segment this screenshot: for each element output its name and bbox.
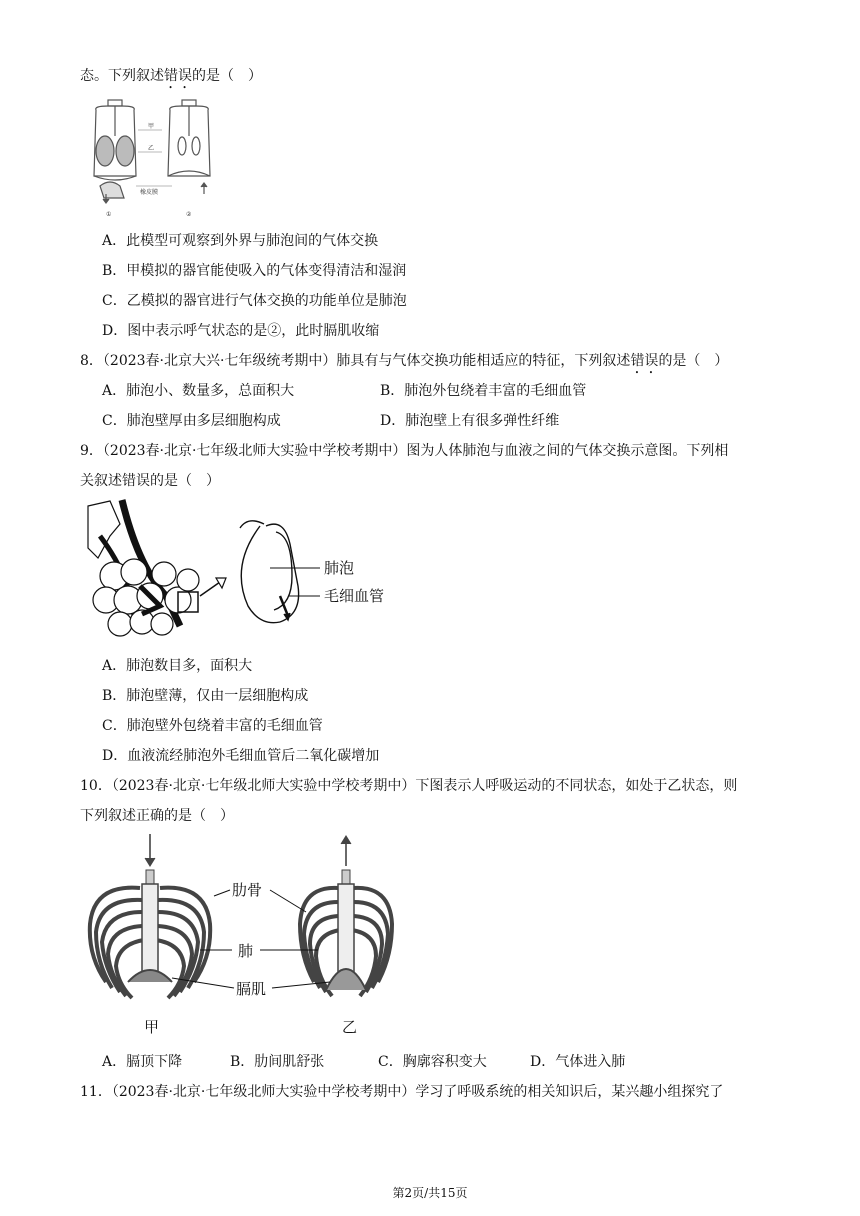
label-jia: 甲 <box>148 123 155 130</box>
alveoli-cluster <box>88 500 226 636</box>
q7-option-a: A．此模型可观察到外界与肺泡间的气体交换 <box>102 233 379 249</box>
q9-option-b: B．肺泡壁薄，仅由一层细胞构成 <box>102 688 309 704</box>
q10-option-d: D．气体进入肺 <box>530 1054 626 1070</box>
label-alveolus: 肺泡 <box>324 559 355 577</box>
q8-option-c: C．肺泡壁厚由多层细胞构成 <box>102 413 281 429</box>
q9-stem-line1: 9．（2023春·北京·七年级北师大实验中学校考期中）图为人体肺泡与血液之间的气体交换示意图。下列相 <box>80 443 729 459</box>
label-lung: 肺 <box>238 942 254 960</box>
q10-option-c: C．胸廓容积变大 <box>378 1054 487 1070</box>
q8-stem: 8．（2023春·北京大兴·七年级统考期中）肺具有与气体交换功能相适应的特征，下列叙述错误的是（ ） <box>80 353 729 369</box>
label-circle-1: ① <box>106 211 112 218</box>
jar-2 <box>168 100 210 194</box>
label-yi: 乙 <box>148 145 155 152</box>
page-footer: 第2页/共15页 <box>392 1186 468 1200</box>
q8-option-b: B．肺泡外包绕着丰富的毛细血管 <box>380 383 587 399</box>
q8-option-a: A．肺泡小、数量多，总面积大 <box>102 383 295 399</box>
alveolus-enlarged <box>240 521 299 623</box>
label-diaphragm: 膈肌 <box>236 980 267 998</box>
label-jia: 甲 <box>144 1018 160 1036</box>
q10-option-b: B．肋间肌舒张 <box>230 1054 325 1070</box>
q7-option-d: D．图中表示呼气状态的是②，此时膈肌收缩 <box>102 323 380 339</box>
label-membrane: 橡皮膜 <box>140 189 159 196</box>
q7-stem: 态。下列叙述错误的是（ ） <box>80 68 262 84</box>
label-yi: 乙 <box>342 1018 358 1036</box>
q7-option-b: B．甲模拟的器官能使吸入的气体变得清洁和湿润 <box>102 263 407 279</box>
label-rib: 肋骨 <box>232 881 263 899</box>
label-capillary: 毛细血管 <box>324 587 385 605</box>
q10-ribcage-figure <box>80 832 410 1044</box>
q7-option-c: C．乙模拟的器官进行气体交换的功能单位是肺泡 <box>102 293 407 309</box>
ribcage-jia <box>90 834 210 998</box>
q10-stem-line2: 下列叙述正确的是（ ） <box>80 808 234 824</box>
q8-option-d: D．肺泡壁上有很多弹性纤维 <box>380 413 560 429</box>
q11-stem-line1: 11．（2023春·北京·七年级北师大实验中学校考期中）学习了呼吸系统的相关知识后，某兴趣小组探究了 <box>80 1084 724 1100</box>
q10-option-a: A．膈顶下降 <box>102 1054 183 1070</box>
jar-1 <box>94 100 136 203</box>
q9-stem-line2: 关叙述错误的是（ ） <box>80 473 220 489</box>
q9-option-d: D．血液流经肺泡外毛细血管后二氧化碳增加 <box>102 748 380 764</box>
label-circle-2: ② <box>186 211 192 218</box>
q7-bell-jar-figure <box>82 96 232 220</box>
q9-alveolus-figure <box>80 496 400 646</box>
q10-stem-line1: 10．（2023春·北京·七年级北师大实验中学校考期中）下图表示人呼吸运动的不同状态，如处于乙状态，则 <box>80 778 738 794</box>
q9-option-a: A．肺泡数目多，面积大 <box>102 658 253 674</box>
q9-option-c: C．肺泡壁外包绕着丰富的毛细血管 <box>102 718 323 734</box>
ribcage-yi <box>300 836 392 996</box>
